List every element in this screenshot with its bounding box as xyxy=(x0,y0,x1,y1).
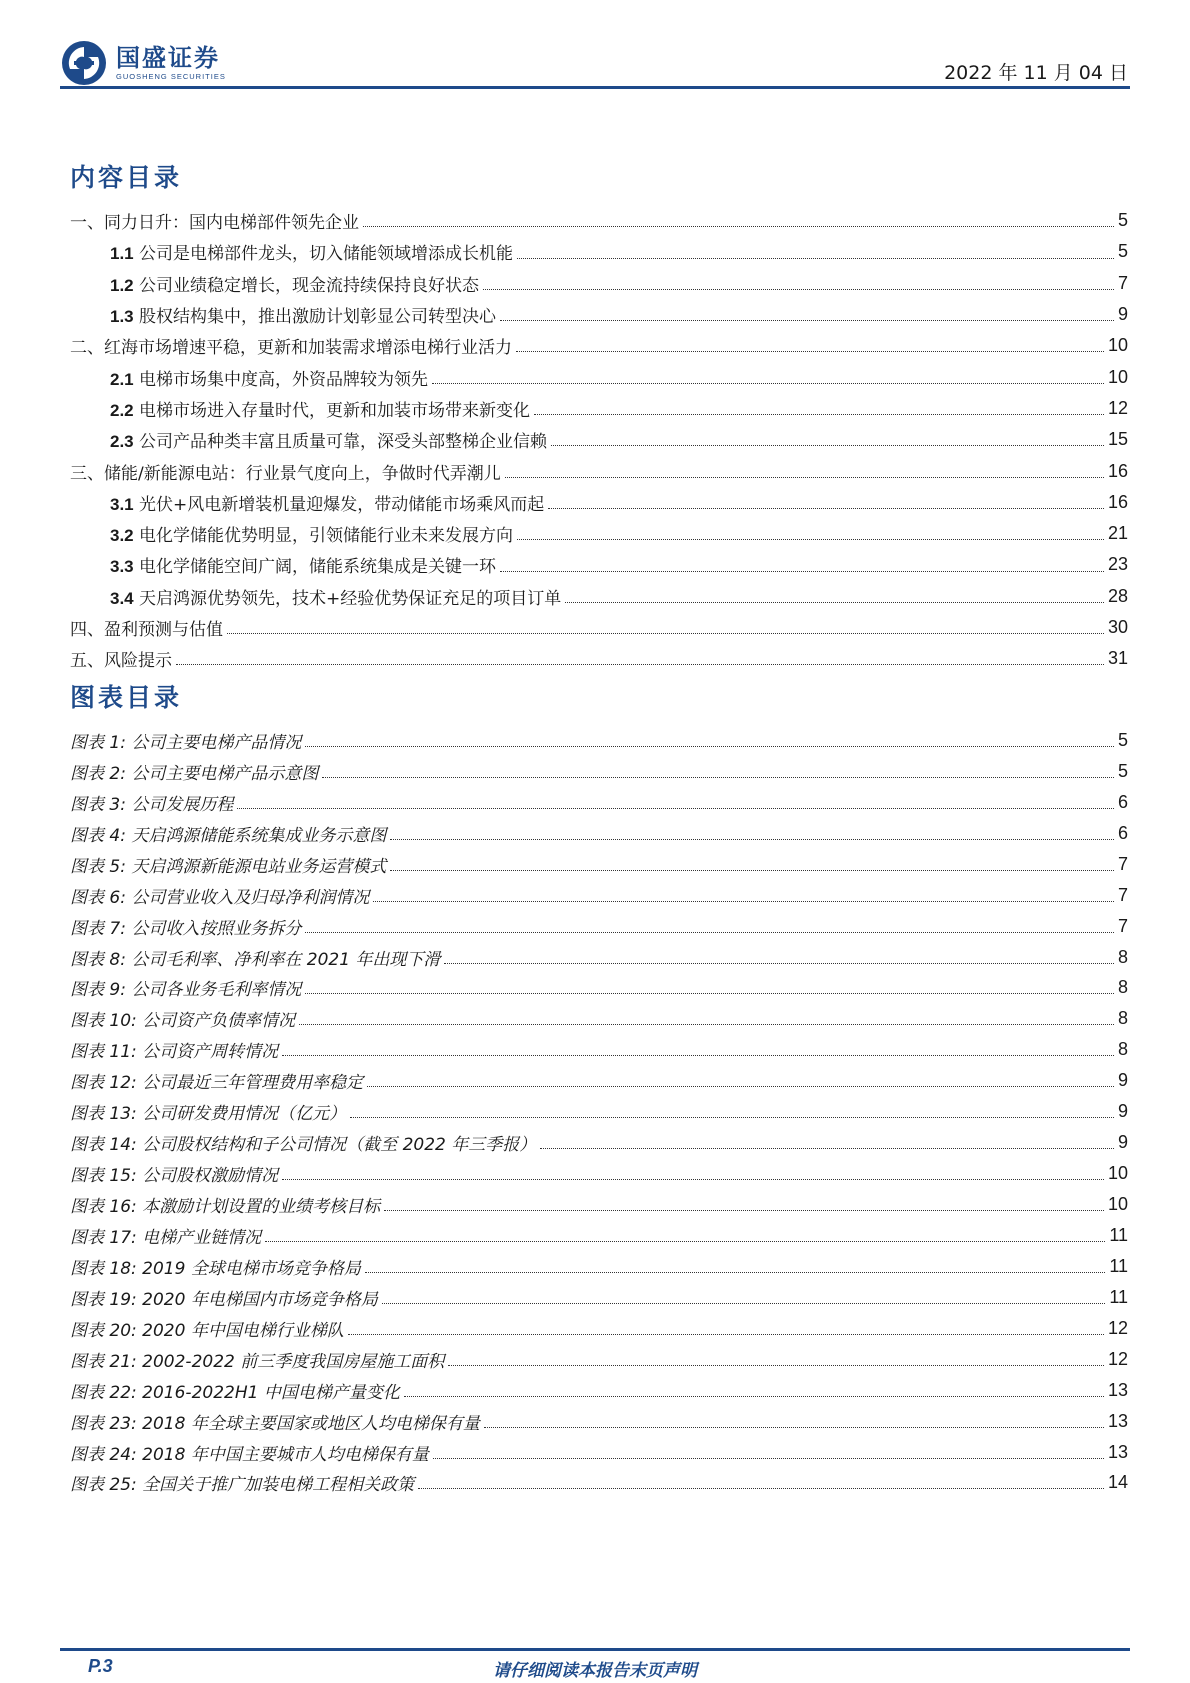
toc-entry-text: 二、红海市场增速平稳，更新和加装需求增添电梯行业活力 xyxy=(70,338,512,359)
toc-entry-number: 1.3 xyxy=(110,307,134,327)
toc-entry-page: 23 xyxy=(1107,554,1128,575)
figure-entry-label xyxy=(70,1068,363,1093)
figure-entry-text: 图表 20: 2020 年中国电梯行业梯队 xyxy=(70,1320,344,1341)
figure-entry-text: 图表 11: 公司资产周转情况 xyxy=(70,1042,279,1063)
figure-entry[interactable] xyxy=(70,942,1128,973)
toc-entry[interactable] xyxy=(70,455,1128,486)
figure-entry[interactable] xyxy=(70,1189,1128,1220)
figure-entry-label xyxy=(70,1192,380,1217)
figure-entry-page: 10 xyxy=(1107,1163,1128,1184)
figure-entry-page: 11 xyxy=(1109,1255,1128,1276)
toc-entry-number: 3.1 xyxy=(110,494,134,514)
dot-leader xyxy=(305,932,1114,933)
toc-entry-page: 10 xyxy=(1107,335,1128,356)
toc-entry-text: 四、盈利预测与估值 xyxy=(70,620,223,640)
figure-entry[interactable] xyxy=(70,1034,1128,1065)
figure-entry-label xyxy=(70,1316,344,1341)
dot-leader xyxy=(282,1179,1104,1180)
figure-entry[interactable] xyxy=(70,725,1128,756)
figure-entry-text: 图表 8: 公司毛利率、净利率在 2021 年出现下滑 xyxy=(70,949,441,970)
dot-leader xyxy=(483,289,1114,290)
footer-divider xyxy=(60,1648,1130,1651)
dot-leader xyxy=(367,1086,1114,1087)
dot-leader xyxy=(565,602,1104,603)
figure-entry-label xyxy=(70,1440,429,1465)
figure-entry[interactable] xyxy=(70,1251,1128,1282)
figure-entry-page: 11 xyxy=(1109,1286,1128,1307)
figure-entry-text: 图表 9: 公司各业务毛利率情况 xyxy=(70,980,302,1001)
dot-leader xyxy=(265,1241,1105,1242)
figure-entry-label xyxy=(70,1037,278,1062)
figure-entry-text: 图表 15: 公司股权激励情况 xyxy=(70,1166,279,1187)
toc-entry-text: 公司业绩稳定增长，现金流持续保持良好状态 xyxy=(139,275,480,296)
disclaimer-note: 请仔细阅读本报告末页声明 xyxy=(493,1661,697,1681)
figure-entry[interactable] xyxy=(70,1437,1128,1468)
figures-title: 图表目录 xyxy=(70,683,183,712)
figure-entry-text: 图表 12: 公司最近三年管理费用率稳定 xyxy=(70,1073,364,1094)
figure-entry[interactable] xyxy=(70,1220,1128,1251)
toc-entry-text: 光伏+风电新增装机量迎爆发，带动储能市场乘风而起 xyxy=(139,494,545,515)
figure-entry-page: 9 xyxy=(1117,1132,1128,1153)
figure-entry-text: 图表 3: 公司发展历程 xyxy=(70,794,234,815)
figure-entry-label xyxy=(70,1378,400,1403)
dot-leader xyxy=(404,1396,1104,1397)
dot-leader xyxy=(384,1210,1104,1211)
toc-entry-number: 2.1 xyxy=(110,369,134,389)
toc-entry-label xyxy=(110,584,561,609)
figure-entry-page: 7 xyxy=(1117,853,1128,874)
toc-entry[interactable] xyxy=(70,612,1128,643)
figure-entry[interactable] xyxy=(70,911,1128,942)
figure-entry-page: 8 xyxy=(1117,946,1128,967)
toc-entry-label xyxy=(70,208,359,233)
figure-entry-label xyxy=(70,1470,414,1495)
toc-entry-page: 10 xyxy=(1107,366,1128,387)
figure-entry-page: 14 xyxy=(1107,1472,1128,1493)
figure-entry-text: 图表 25: 全国关于推广加装电梯工程相关政策 xyxy=(70,1475,415,1496)
figure-entry-text: 图表 1: 公司主要电梯产品情况 xyxy=(70,732,302,753)
toc-list xyxy=(70,205,1128,674)
dot-leader xyxy=(444,963,1114,964)
figure-entry-text: 图表 7: 公司收入按照业务拆分 xyxy=(70,918,302,939)
toc-entry-number: 3.3 xyxy=(110,557,134,577)
figure-entry-page: 12 xyxy=(1107,1317,1128,1338)
figure-entry-label xyxy=(70,975,301,1000)
toc-entry[interactable] xyxy=(70,236,1128,267)
figure-entry-text: 图表 23: 2018 年全球主要国家或地区人均电梯保有量 xyxy=(70,1413,480,1434)
figure-entry-label xyxy=(70,1347,444,1372)
figure-entry[interactable] xyxy=(70,1282,1128,1313)
toc-entry-text: 天启鸿源优势领先，技术+经验优势保证充足的项目订单 xyxy=(139,588,562,609)
toc-entry-page: 15 xyxy=(1107,429,1128,450)
toc-entry-label xyxy=(110,521,513,546)
toc-entry[interactable] xyxy=(70,487,1128,518)
dot-leader xyxy=(299,1024,1114,1025)
figure-entry-page: 9 xyxy=(1117,1070,1128,1091)
toc-entry-page: 7 xyxy=(1117,272,1128,293)
toc-entry-page: 9 xyxy=(1117,304,1128,325)
figure-entry[interactable] xyxy=(70,787,1128,818)
toc-entry[interactable] xyxy=(70,643,1128,674)
toc-entry-page: 16 xyxy=(1107,460,1128,481)
figure-entry[interactable] xyxy=(70,1375,1128,1406)
figure-entry[interactable] xyxy=(70,849,1128,880)
figure-entry-page: 8 xyxy=(1117,977,1128,998)
figure-entry-page: 10 xyxy=(1107,1194,1128,1215)
figure-entry-text: 图表 24: 2018 年中国主要城市人均电梯保有量 xyxy=(70,1444,429,1465)
toc-entry-page: 5 xyxy=(1117,241,1128,262)
dot-leader xyxy=(363,226,1114,227)
figure-entry[interactable] xyxy=(70,1003,1128,1034)
figure-entry-page: 8 xyxy=(1117,1008,1128,1029)
dot-leader xyxy=(390,870,1114,871)
toc-entry-page: 12 xyxy=(1107,397,1128,418)
toc-entry-page: 31 xyxy=(1107,648,1128,669)
toc-entry-label xyxy=(110,302,496,327)
dot-leader xyxy=(534,414,1104,415)
dot-leader xyxy=(373,901,1114,902)
dot-leader xyxy=(365,1272,1105,1273)
toc-entry-text: 一、同力日升：国内电梯部件领先企业 xyxy=(70,213,359,234)
figure-entry[interactable] xyxy=(70,1096,1128,1127)
figure-entry-label xyxy=(70,945,440,970)
figure-entry[interactable] xyxy=(70,1313,1128,1344)
dot-leader xyxy=(176,664,1104,665)
figure-entry-page: 6 xyxy=(1117,822,1128,843)
dot-leader xyxy=(322,777,1114,778)
dot-leader xyxy=(548,508,1104,509)
figure-entry[interactable] xyxy=(70,756,1128,787)
figure-entry[interactable] xyxy=(70,1127,1128,1158)
dot-leader xyxy=(382,1303,1105,1304)
figure-entry-text: 图表 14: 公司股权结构和子公司情况（截至 2022 年三季报） xyxy=(70,1135,537,1156)
figure-entry-text: 图表 13: 公司研发费用情况（亿元） xyxy=(70,1104,347,1125)
toc-entry-page: 21 xyxy=(1107,523,1128,544)
figure-entry-text: 图表 19: 2020 年电梯国内市场竞争格局 xyxy=(70,1289,378,1310)
dot-leader xyxy=(305,993,1114,994)
toc-entry-page: 5 xyxy=(1117,210,1128,231)
figure-entry-label xyxy=(70,852,386,877)
figure-entry-label xyxy=(70,1099,346,1124)
page-number: P.3 xyxy=(88,1656,113,1676)
figure-entry-label xyxy=(70,790,233,815)
figure-entry-page: 13 xyxy=(1107,1379,1128,1400)
toc-entry-label xyxy=(110,396,530,421)
figure-entry-label xyxy=(70,1409,480,1434)
figure-entry-text: 图表 10: 公司资产负债率情况 xyxy=(70,1011,296,1032)
toc-entry-label xyxy=(110,239,513,264)
toc-entry-label xyxy=(70,459,501,484)
dot-leader xyxy=(517,539,1104,540)
figure-entry-label xyxy=(70,1254,361,1279)
toc-entry[interactable] xyxy=(70,330,1128,361)
dot-leader xyxy=(282,1055,1114,1056)
toc-entry-label xyxy=(110,490,544,515)
dot-leader xyxy=(448,1365,1104,1366)
figure-entry-label xyxy=(70,1161,278,1186)
toc-entry-number: 3.2 xyxy=(110,526,134,546)
logo-text-block xyxy=(116,44,226,82)
figure-entry-label xyxy=(70,759,318,784)
figure-entry[interactable] xyxy=(70,1468,1128,1499)
toc-entry-number: 2.2 xyxy=(110,400,134,420)
figure-entry-text: 图表 2: 公司主要电梯产品示意图 xyxy=(70,763,319,784)
toc-entry-page: 28 xyxy=(1107,585,1128,606)
toc-entry-text: 五、风险提示 xyxy=(70,651,172,672)
dot-leader xyxy=(516,351,1104,352)
toc-entry[interactable] xyxy=(70,581,1128,612)
toc-entry-label xyxy=(70,615,223,640)
figure-entry[interactable] xyxy=(70,973,1128,1004)
figure-entry-label xyxy=(70,728,301,753)
figure-entry[interactable] xyxy=(70,1406,1128,1437)
figure-entry[interactable] xyxy=(70,1065,1128,1096)
toc-entry-text: 电化学储能空间广阔，储能系统集成是关键一环 xyxy=(139,557,497,578)
dot-leader xyxy=(390,839,1114,840)
figure-entry-page: 11 xyxy=(1109,1224,1128,1245)
toc-entry[interactable] xyxy=(70,205,1128,236)
dot-leader xyxy=(433,1458,1104,1459)
dot-leader xyxy=(237,808,1114,809)
figure-entry-text: 图表 4: 天启鸿源储能系统集成业务示意图 xyxy=(70,825,387,846)
toc-entry-label xyxy=(70,646,172,671)
logo-subname: GUOSHENG SECURITIES xyxy=(116,72,226,81)
figure-entry-text: 图表 5: 天启鸿源新能源电站业务运营模式 xyxy=(70,856,387,877)
figure-entry-page: 13 xyxy=(1107,1410,1128,1431)
toc-entry[interactable] xyxy=(70,549,1128,580)
logo-name: 国盛证券 xyxy=(116,44,220,72)
figure-entry-page: 5 xyxy=(1117,760,1128,781)
toc-entry-number: 3.4 xyxy=(110,588,134,608)
toc-entry-text: 公司产品种类丰富且质量可靠，深受头部整梯企业信赖 xyxy=(139,432,548,453)
toc-entry-number: 1.1 xyxy=(110,244,134,264)
dot-leader xyxy=(500,571,1104,572)
dot-leader xyxy=(551,445,1104,446)
figure-entry[interactable] xyxy=(70,1158,1128,1189)
figure-entry-label xyxy=(70,821,386,846)
figure-entry-page: 7 xyxy=(1117,884,1128,905)
toc-entry-text: 三、储能/新能源电站：行业景气度向上，争做时代弄潮儿 xyxy=(70,463,501,484)
toc-entry[interactable] xyxy=(70,361,1128,392)
toc-entry-text: 电梯市场进入存量时代，更新和加装市场带来新变化 xyxy=(139,400,531,421)
toc-entry[interactable] xyxy=(70,268,1128,299)
dot-leader xyxy=(350,1117,1114,1118)
figures-list xyxy=(70,725,1128,1498)
figure-entry-page: 8 xyxy=(1117,1039,1128,1060)
dot-leader xyxy=(305,746,1114,747)
dot-leader xyxy=(484,1427,1104,1428)
toc-entry-text: 电化学储能优势明显，引领储能行业未来发展方向 xyxy=(139,526,514,547)
figure-entry-label xyxy=(70,1223,261,1248)
figure-entry-page: 9 xyxy=(1117,1101,1128,1122)
figure-entry-text: 图表 16: 本激励计划设置的业绩考核目标 xyxy=(70,1197,381,1218)
dot-leader xyxy=(227,633,1104,634)
dot-leader xyxy=(517,258,1114,259)
page-header xyxy=(0,0,1190,100)
dot-leader xyxy=(540,1148,1114,1149)
toc-entry-text: 电梯市场集中度高，外资品牌较为领先 xyxy=(139,369,429,390)
figure-entry-label xyxy=(70,1285,378,1310)
dot-leader xyxy=(418,1488,1104,1489)
toc-entry-label xyxy=(70,333,512,358)
figure-entry-text: 图表 22: 2016-2022H1 中国电梯产量变化 xyxy=(70,1382,400,1403)
dot-leader xyxy=(348,1334,1104,1335)
company-logo xyxy=(60,38,226,88)
toc-entry-label xyxy=(110,552,496,577)
header-divider xyxy=(60,86,1130,89)
figure-entry-label xyxy=(70,914,301,939)
dot-leader xyxy=(432,383,1104,384)
figure-entry[interactable] xyxy=(70,880,1128,911)
figure-entry[interactable] xyxy=(70,1344,1128,1375)
toc-title: 内容目录 xyxy=(70,163,183,192)
figure-entry-text: 图表 17: 电梯产业链情况 xyxy=(70,1227,262,1248)
dot-leader xyxy=(505,477,1104,478)
toc-entry-number: 1.2 xyxy=(110,275,134,295)
figure-entry-text: 图表 18: 2019 全球电梯市场竞争格局 xyxy=(70,1258,361,1279)
toc-entry[interactable] xyxy=(70,424,1128,455)
toc-entry-page: 30 xyxy=(1107,617,1128,637)
report-date: 2022 年 11 月 04 日 xyxy=(944,62,1128,84)
toc-entry-label xyxy=(110,365,428,390)
figure-entry-page: 6 xyxy=(1117,791,1128,812)
toc-entry-text: 公司是电梯部件龙头，切入储能领域增添成长机能 xyxy=(139,244,514,265)
figure-entry-page: 13 xyxy=(1107,1441,1128,1462)
toc-entry-label xyxy=(110,427,547,452)
toc-entry[interactable] xyxy=(70,393,1128,424)
figure-entry-text: 图表 6: 公司营业收入及归母净利润情况 xyxy=(70,887,370,908)
figure-entry-label xyxy=(70,1130,536,1155)
toc-entry-number: 2.3 xyxy=(110,432,134,452)
figure-entry-page: 12 xyxy=(1107,1348,1128,1369)
guosheng-logo-icon xyxy=(60,39,108,87)
toc-entry[interactable] xyxy=(70,518,1128,549)
figure-entry-label xyxy=(70,883,369,908)
toc-entry-label xyxy=(110,271,479,296)
toc-entry-text: 股权结构集中，推出激励计划彰显公司转型决心 xyxy=(139,307,497,328)
toc-entry[interactable] xyxy=(70,299,1128,330)
figure-entry[interactable] xyxy=(70,818,1128,849)
dot-leader xyxy=(500,320,1114,321)
figure-entry-text: 图表 21: 2002-2022 前三季度我国房屋施工面积 xyxy=(70,1351,445,1372)
figure-entry-page: 7 xyxy=(1117,915,1128,936)
figure-entry-page: 5 xyxy=(1117,729,1128,750)
figure-entry-label xyxy=(70,1006,295,1031)
toc-entry-page: 16 xyxy=(1107,491,1128,512)
